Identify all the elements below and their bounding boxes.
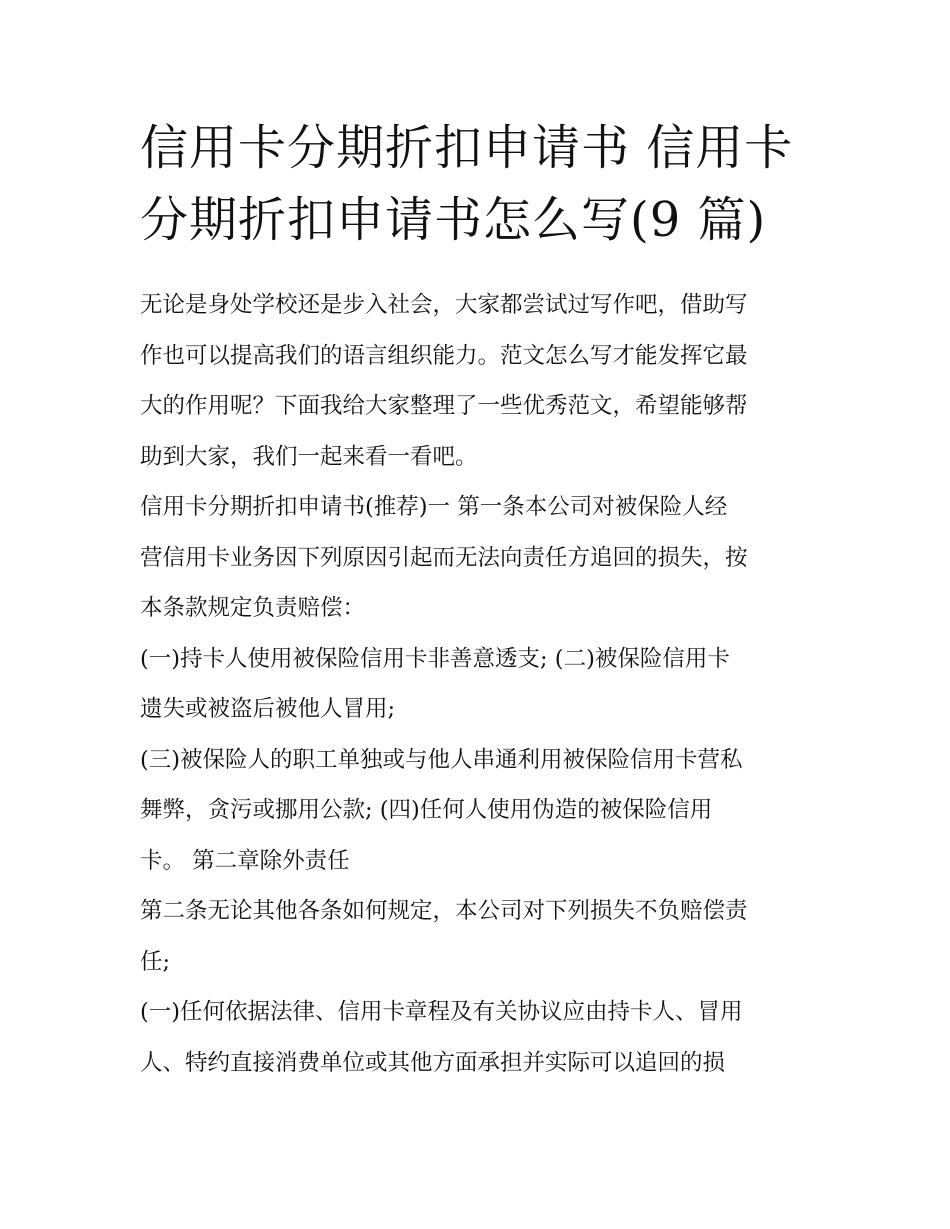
- body-line: 本条款规定负责赔偿：: [140, 595, 366, 621]
- body-line: 遗失或被盗后被他人冒用;: [140, 696, 396, 722]
- title-line-1: 信用卡分期折扣申请书 信用卡: [140, 120, 794, 176]
- document-body: [140, 280, 820, 1088]
- body-line: (一)持卡人使用被保险信用卡非善意透支; (二)被保险信用卡: [140, 645, 730, 672]
- body-line: 舞弊，贪污或挪用公款; (四)任何人使用伪造的被保险信用: [140, 797, 713, 823]
- body-line: 无论是身处学校还是步入社会，大家都尝试过写作吧，借助写: [140, 292, 748, 318]
- body-line: (一)任何依据法律、信用卡章程及有关协议应由持卡人、冒用: [140, 999, 743, 1025]
- body-line: 大的作用呢？下面我给大家整理了一些优秀范文，希望能够帮: [140, 393, 748, 419]
- title-line-2: 分期折扣申请书怎么写(9 篇): [140, 192, 767, 248]
- body-line: 人、特约直接消费单位或其他方面承担并实际可以追回的损: [140, 1049, 726, 1076]
- body-line: 信用卡分期折扣申请书(推荐)一 第一条本公司对被保险人经: [140, 494, 728, 520]
- body-line: 卡。 第二章除外责任: [140, 847, 350, 874]
- body-line: 第二条无论其他各条如何规定，本公司对下列损失不负赔偿责: [140, 898, 748, 924]
- body-line: (三)被保险人的职工单独或与他人串通利用被保险信用卡营私: [140, 746, 743, 773]
- body-line: 助到大家，我们一起来看一看吧。: [140, 443, 478, 470]
- body-line: 营信用卡业务因下列原因引起而无法向责任方追回的损失，按: [140, 544, 748, 571]
- body-line: 作也可以提高我们的语言组织能力。范文怎么写才能发挥它最: [140, 342, 748, 369]
- document-title: [140, 112, 820, 256]
- body-line: 任;: [140, 948, 171, 975]
